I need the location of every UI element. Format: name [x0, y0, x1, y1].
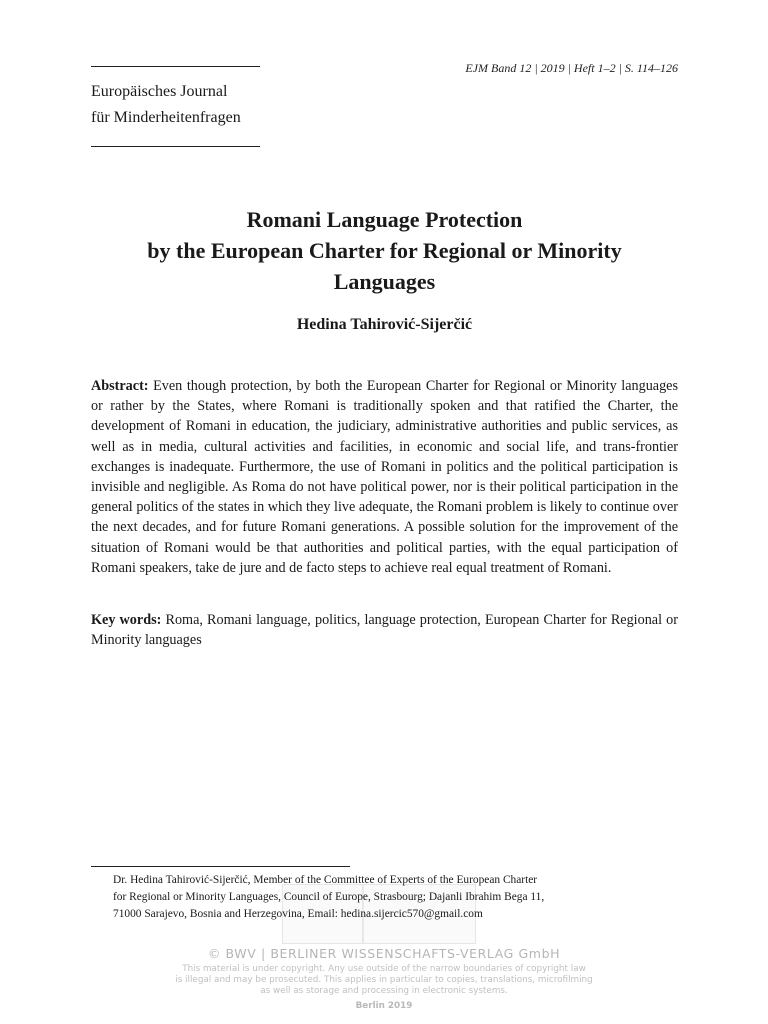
author-footnote — [113, 872, 678, 923]
footnote-line-1: Dr. Hedina Tahirović-Sijerčić, Member of the Committee of Experts of the European Charter — [113, 874, 538, 886]
keywords-text: Roma, Romani language, politics, language protection, European Charter for Regional or Minority languages — [91, 612, 678, 649]
copyright-notice — [0, 964, 768, 997]
copyright-notice-line-1: This material is under copyright. Any use outside of the narrow boundaries of copyright law — [182, 964, 586, 974]
article-author: Hedina Tahirović-Sijerčić — [296, 316, 473, 333]
article-title — [91, 204, 678, 297]
copyright-notice-line-2: is illegal and may be prosecuted. This applies in particular to copies, translations, microfilming — [175, 975, 593, 985]
abstract — [91, 376, 678, 578]
footnote-rule — [91, 866, 350, 867]
abstract-text: Even though protection, by both the European Charter for Regional or Minority languages or rather by the States, where Romani is traditionally spoken and that ratified the Charter, the development of Romani in education, the judiciary, administrative authorities and public services, as well as in media, cultural activities and facilities, in economic and social life, and trans-frontier exchanges is inadequate. Furthermore, the use of Romani in politics and the political participation is invisible and negligible. As Roma do not have political power, nor is their political participation in the general politics of the states in which they live adequate, the Romani problem is likely to continue over the next decades, and for future Romani generations. A possible solution for the improvement of the situation of Romani would be that authorities and political parties, with the equal participation of Romani speakers, take de jure and de facto steps to achieve real equal treatment of Romani. — [91, 378, 678, 576]
footnote-line-2: for Regional or Minority Languages, Council of Europe, Strasbourg; Dajanli Ibrahim Bega 11, — [113, 891, 545, 903]
copyright-notice-line-3: as well as storage and processing in electronic systems. — [260, 986, 508, 996]
header-rule-top — [91, 66, 260, 67]
publisher-watermark: © BWV | BERLINER WISSENSCHAFTS-VERLAG GmbH — [207, 946, 561, 961]
article-title-line-1: Romani Language Protection — [246, 207, 523, 232]
header-rule-bottom — [91, 146, 260, 147]
journal-citation: EJM Band 12 | 2019 | Heft 1–2 | S. 114–126 — [465, 61, 678, 75]
keywords-label: Key words: — [91, 612, 162, 628]
journal-name-line-1: Europäisches Journal — [91, 83, 228, 100]
footnote-line-3: 71000 Sarajevo, Bosnia and Herzegovina, Email: hedina.sijercic570@gmail.com — [113, 908, 483, 920]
publisher-location-year: Berlin 2019 — [355, 1001, 413, 1011]
journal-name-line-2: für Minderheitenfragen — [91, 109, 241, 126]
article-title-line-3: Languages — [333, 269, 436, 294]
article-title-line-2: by the European Charter for Regional or Minority — [147, 238, 622, 263]
keywords — [91, 610, 678, 650]
journal-name — [91, 79, 241, 131]
abstract-label: Abstract: — [91, 378, 149, 394]
